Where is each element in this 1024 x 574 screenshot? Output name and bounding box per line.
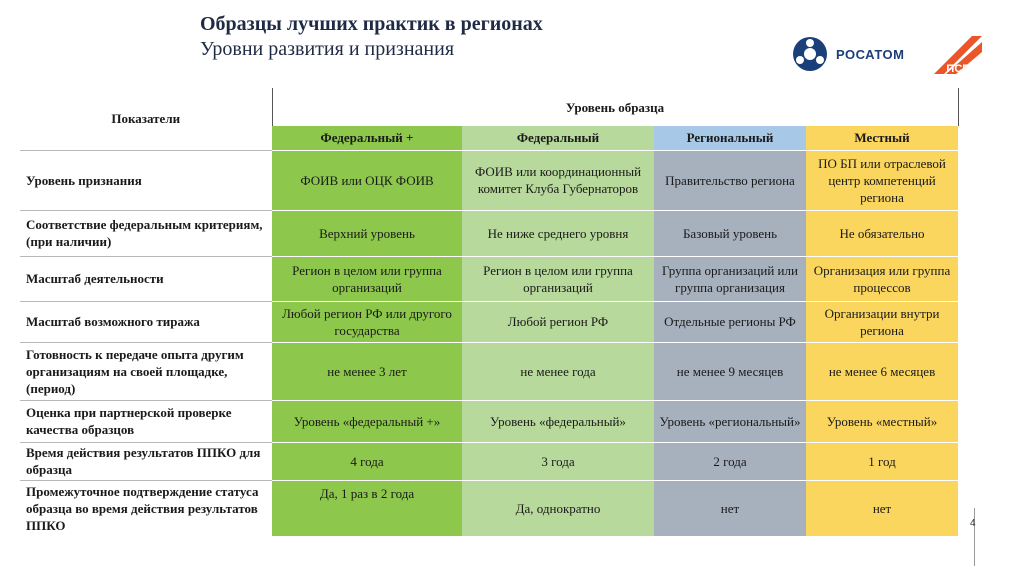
table-cell: нет — [654, 480, 806, 536]
table-row — [20, 442, 958, 480]
table-cell: Организация или группа процессов — [806, 256, 958, 301]
table-cell: Да, 1 раз в 2 года — [272, 480, 462, 536]
table-cell: Группа организаций или группа организация — [654, 256, 806, 301]
table-cell: Правительство региона — [654, 150, 806, 210]
table-cell: ФОИВ или координационный комитет Клуба Губернаторов — [462, 150, 654, 210]
table-cell: Любой регион РФ или другого государства — [272, 301, 462, 342]
table-row — [20, 342, 958, 400]
row-label: Соответствие федеральным критериям, (при наличии) — [20, 210, 272, 256]
table-cell: не менее 6 месяцев — [806, 342, 958, 400]
table-cell: Уровень «федеральный» — [462, 400, 654, 442]
table-row — [20, 256, 958, 301]
table-cell: Отдельные регионы РФ — [654, 301, 806, 342]
title-main: Образцы лучших практик в регионах — [200, 13, 543, 35]
page-number: 4 — [970, 518, 976, 529]
row-label: Уровень признания — [20, 150, 272, 210]
table-row — [20, 480, 958, 536]
rosatom-atom-icon — [792, 36, 828, 72]
table-cell: 3 года — [462, 442, 654, 480]
table-cell: Базовый уровень — [654, 210, 806, 256]
indicators-header: Показатели — [111, 111, 181, 127]
row-label: Промежуточное подтверждение статуса образца во время действия результатов ППКО — [20, 480, 272, 536]
table-row — [20, 301, 958, 342]
col-local: Местный — [806, 126, 958, 150]
table-cell: Верхний уровень — [272, 210, 462, 256]
row-label: Масштаб возможного тиража — [20, 301, 272, 342]
table-cell: нет — [806, 480, 958, 536]
psr-logo — [932, 34, 984, 76]
col-regional: Региональный — [654, 126, 806, 150]
row-label: Масштаб деятельности — [20, 256, 272, 301]
table-cell: ПО БП или отраслевой центр компетенций региона — [806, 150, 958, 210]
table-cell: ФОИВ или ОЦК ФОИВ — [272, 150, 462, 210]
table-cell: Любой регион РФ — [462, 301, 654, 342]
page-title — [200, 12, 543, 62]
table-cell: Уровень «региональный» — [654, 400, 806, 442]
table-cell: Не обязательно — [806, 210, 958, 256]
footer-divider — [974, 508, 975, 566]
table-cell: Регион в целом или группа организаций — [272, 256, 462, 301]
col-federal: Федеральный — [462, 126, 654, 150]
table-cell: 1 год — [806, 442, 958, 480]
table-row — [20, 150, 958, 210]
table-cell: Организации внутри региона — [806, 301, 958, 342]
table-row — [20, 210, 958, 256]
table-cell: не менее года — [462, 342, 654, 400]
row-label: Готовность к передаче опыта другим организациям на своей площадке, (период) — [20, 342, 272, 400]
practices-table — [20, 88, 959, 536]
col-federal-plus: Федеральный + — [272, 126, 462, 150]
title-subtitle: Уровни развития и признания — [200, 38, 455, 60]
table-cell: Не ниже среднего уровня — [462, 210, 654, 256]
rosatom-logo — [792, 36, 904, 72]
table-cell: Уровень «федеральный +» — [272, 400, 462, 442]
table-cell: Да, однократно — [462, 480, 654, 536]
row-label: Время действия результатов ППКО для образца — [20, 442, 272, 480]
table-cell: 2 года — [654, 442, 806, 480]
table-row — [20, 400, 958, 442]
table-cell: 4 года — [272, 442, 462, 480]
psr-logo-text: ПСР — [946, 63, 970, 75]
row-label: Оценка при партнерской проверке качества образцов — [20, 400, 272, 442]
table-cell: Регион в целом или группа организаций — [462, 256, 654, 301]
table-cell: Уровень «местный» — [806, 400, 958, 442]
table-cell: не менее 9 месяцев — [654, 342, 806, 400]
rosatom-logo-text: РОСАТОМ — [836, 46, 905, 62]
table-cell: не менее 3 лет — [272, 342, 462, 400]
level-header: Уровень образца — [272, 88, 958, 126]
